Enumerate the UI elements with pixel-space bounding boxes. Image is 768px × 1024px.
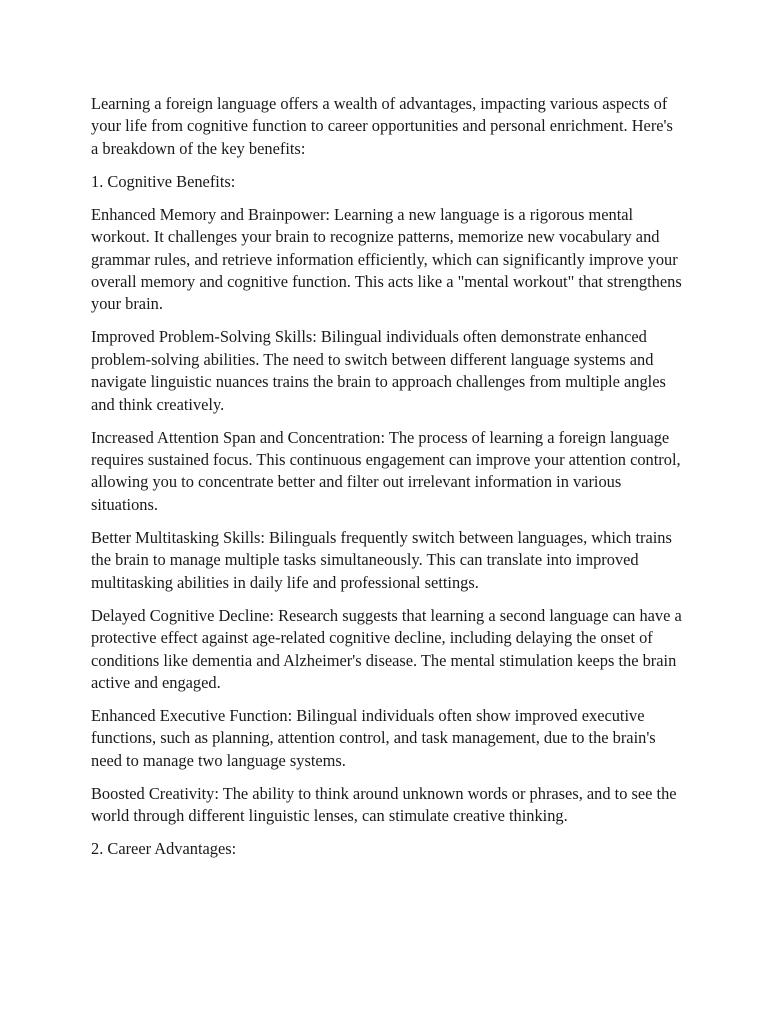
paragraph-attention-span: Increased Attention Span and Concentration: The process of learning a foreign language requires sustained focus. This continuous engagement can improve your attention control, allowing you to concentrate better and filter out irrelevant information in various situations. — [91, 427, 681, 514]
document-body — [91, 93, 683, 871]
paragraph-executive-function: Enhanced Executive Function: Bilingual individuals often show improved executive functions, such as planning, attention control, and task management, due to the brain's need to manage two language systems. — [91, 705, 656, 770]
intro-paragraph: Learning a foreign language offers a wealth of advantages, impacting various aspects of your life from cognitive function to career opportunities and personal enrichment. Here's a breakdown of the key benefits: — [91, 94, 673, 158]
section-heading-cognitive-benefits: 1. Cognitive Benefits: — [91, 171, 236, 191]
section-heading-career-advantages: 2. Career Advantages: — [91, 839, 237, 859]
paragraph-multitasking: Better Multitasking Skills: Bilinguals frequently switch between languages, which trains the brain to manage multiple tasks simultaneously. This can translate into improved multitasking abilities in daily life and professional settings. — [91, 527, 672, 592]
paragraph-creativity: Boosted Creativity: The ability to think around unknown words or phrases, and to see the world through different linguistic lenses, can stimulate creative thinking. — [91, 783, 677, 826]
paragraph-cognitive-decline: Delayed Cognitive Decline: Research suggests that learning a second language can have a protective effect against age-related cognitive decline, including delaying the onset of conditions like dementia and Alzheimer's disease. The mental stimulation keeps the brain active and engaged. — [91, 605, 682, 692]
paragraph-problem-solving: Improved Problem-Solving Skills: Bilingual individuals often demonstrate enhanced problem-solving abilities. The need to switch between different language systems and navigate linguistic nuances trains the brain to approach challenges from multiple angles and think creatively. — [91, 327, 666, 414]
paragraph-enhanced-memory: Enhanced Memory and Brainpower: Learning a new language is a rigorous mental workout. It challenges your brain to recognize patterns, memorize new vocabulary and grammar rules, and retrieve information efficiently, which can significantly improve your overall memory and cognitive function. This acts like a "mental workout" that strengthens your brain. — [91, 204, 682, 314]
